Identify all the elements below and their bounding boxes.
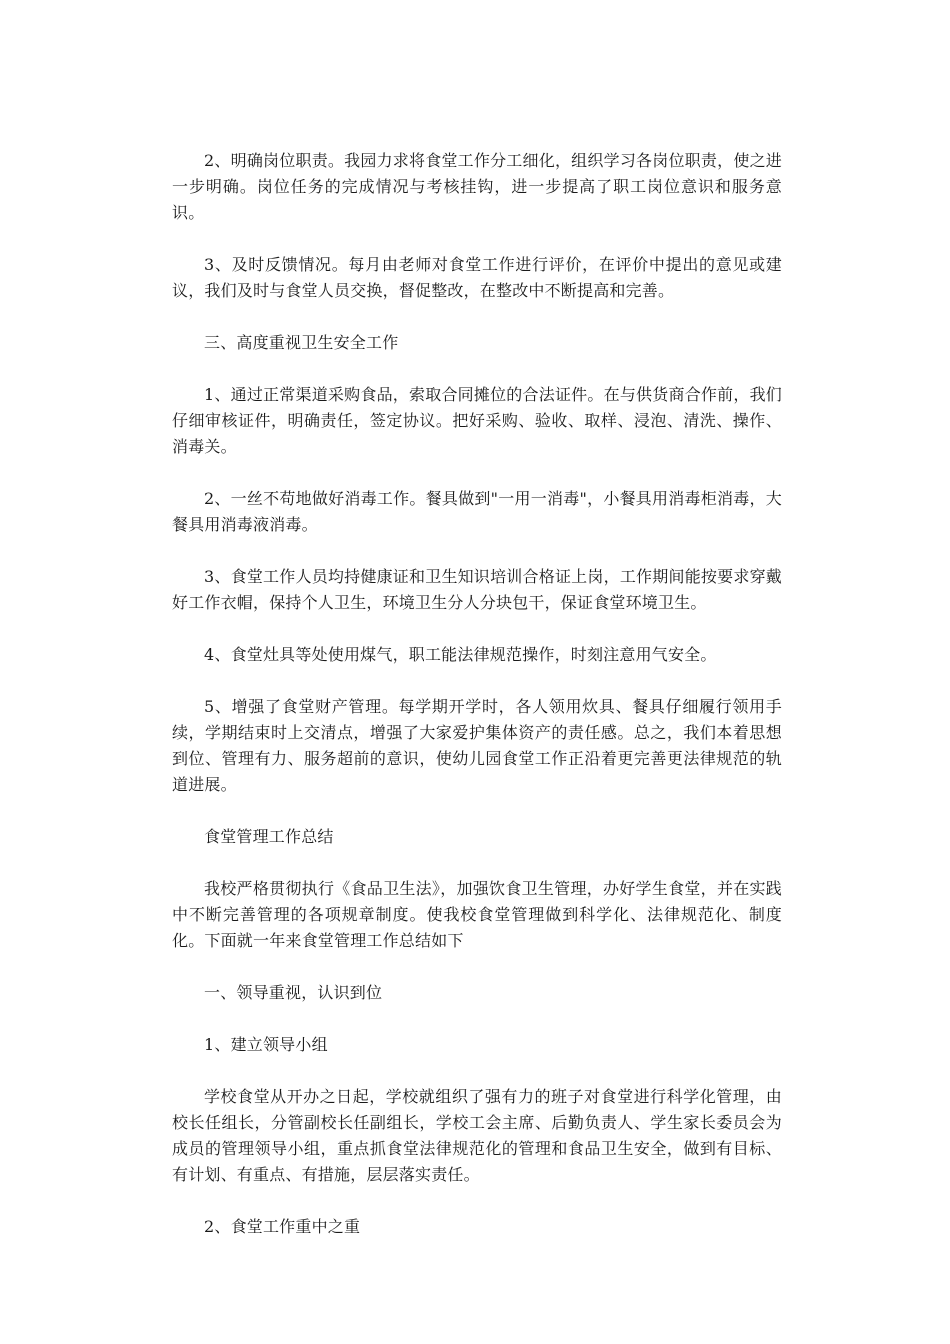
paragraph-summary-intro: 我校严格贯彻执行《食品卫生法》，加强饮食卫生管理，办好学生食堂，并在实践中不断完善管理的各项规章制度。使我校食堂管理做到科学化、法律规范化、制度化。下面就一年来食堂管理工作总结如下	[172, 879, 782, 950]
section-heading-leadership: 一、领导重视，认识到位	[204, 983, 383, 1002]
section-heading-hygiene-safety: 三、高度重视卫生安全工作	[204, 333, 399, 352]
paragraph-leadership-group: 学校食堂从开办之日起，学校就组织了强有力的班子对食堂进行科学化管理，由校长任组长，分管副校长任副组长，学校工会主席、后勤负责人、学生家长委员会为成员的管理领导小组，重点抓食堂法律规范化的管理和食品卫生安全，做到有目标、有计划、有重点、有措施，层层落实责任。	[172, 1087, 782, 1184]
paragraph-property-management: 5、增强了食堂财产管理。每学期开学时，各人领用炊具、餐具仔细履行领用手续，学期结束时上交清点，增强了大家爱护集体资产的责任感。总之，我们本着思想到位、管理有力、服务超前的意识，使幼儿园食堂工作正沿着更完善更法律规范的轨道进展。	[172, 697, 782, 794]
subheading-priority: 2、食堂工作重中之重	[204, 1217, 361, 1236]
paragraph-job-duties: 2、明确岗位职责。我园力求将食堂工作分工细化，组织学习各岗位职责，使之进一步明确。岗位任务的完成情况与考核挂钩，进一步提高了职工岗位意识和服务意识。	[172, 151, 782, 222]
paragraph-staff-health: 3、食堂工作人员均持健康证和卫生知识培训合格证上岗，工作期间能按要求穿戴好工作衣帽，保持个人卫生，环境卫生分人分块包干，保证食堂环境卫生。	[172, 567, 782, 612]
subheading-leadership-group: 1、建立领导小组	[204, 1035, 328, 1054]
paragraph-disinfection: 2、一丝不苟地做好消毒工作。餐具做到"一用一消毒"，小餐具用消毒柜消毒，大餐具用消毒液消毒。	[172, 489, 782, 534]
document-body	[172, 148, 782, 1266]
paragraph-gas-safety: 4、食堂灶具等处使用煤气，职工能法律规范操作，时刻注意用气安全。	[204, 645, 717, 664]
section-heading-summary-title: 食堂管理工作总结	[204, 827, 334, 846]
paragraph-procurement: 1、通过正常渠道采购食品，索取合同摊位的合法证件。在与供货商合作前，我们仔细审核证件，明确责任，签定协议。把好采购、验收、取样、浸泡、清洗、操作、消毒关。	[172, 385, 782, 456]
paragraph-feedback: 3、及时反馈情况。每月由老师对食堂工作进行评价，在评价中提出的意见或建议，我们及时与食堂人员交换，督促整改，在整改中不断提高和完善。	[172, 255, 782, 300]
